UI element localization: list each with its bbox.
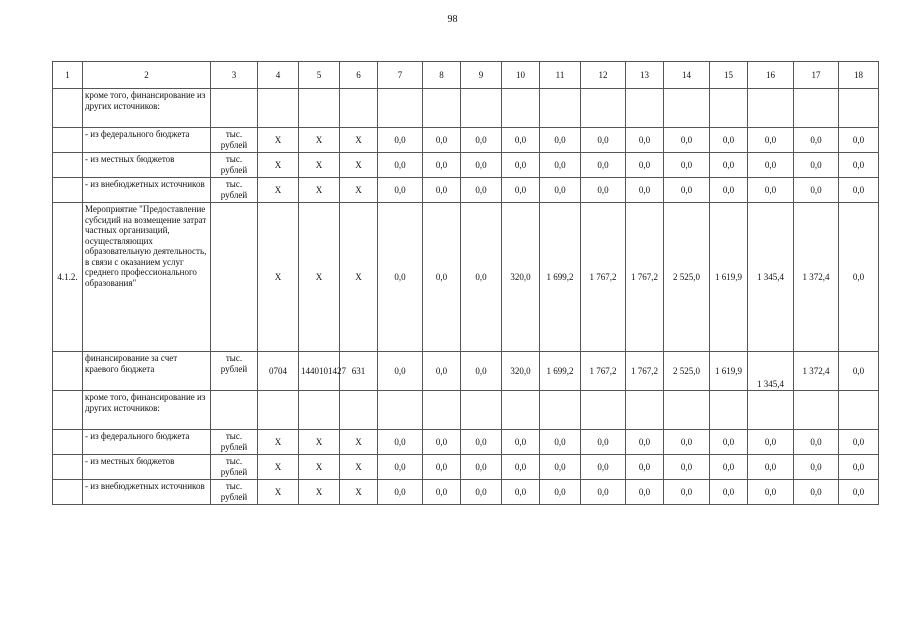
unit-cell: тыс. рублей — [211, 178, 258, 203]
number-cell — [53, 178, 83, 203]
header-cell: 5 — [299, 62, 340, 89]
value-cell: X — [340, 480, 378, 505]
unit-cell: тыс. рублей — [211, 480, 258, 505]
value-cell — [378, 391, 423, 430]
measure-value-cell: 1 619,9 — [710, 203, 748, 352]
value-cell: 0,0 — [626, 178, 664, 203]
value-cell: 0,0 — [794, 480, 839, 505]
number-cell — [53, 128, 83, 153]
value-cell — [710, 89, 748, 128]
bottom-federal-row — [53, 430, 879, 455]
measure-value-cell: X — [258, 203, 299, 352]
header-cell: 16 — [748, 62, 794, 89]
value-cell — [664, 89, 710, 128]
measure-row — [53, 203, 879, 352]
value-cell: X — [299, 153, 340, 178]
value-cell: 0,0 — [626, 128, 664, 153]
value-cell: 0,0 — [748, 153, 794, 178]
measure-number-cell: 4.1.2. — [53, 203, 83, 352]
financing-value-cell: 1 372,4 — [794, 352, 839, 391]
value-cell: 0,0 — [794, 178, 839, 203]
number-cell — [53, 352, 83, 391]
financing-value-cell: 320,0 — [502, 352, 540, 391]
value-cell: X — [258, 480, 299, 505]
value-cell: 0,0 — [748, 128, 794, 153]
value-cell — [258, 89, 299, 128]
value-cell: X — [258, 455, 299, 480]
value-cell: 0,0 — [794, 128, 839, 153]
value-cell: 0,0 — [423, 153, 461, 178]
header-cell: 8 — [423, 62, 461, 89]
measure-value-cell: 2 525,0 — [664, 203, 710, 352]
unit-cell: тыс. рублей — [211, 455, 258, 480]
value-cell: 0,0 — [710, 480, 748, 505]
value-cell — [664, 391, 710, 430]
header-cell: 18 — [839, 62, 879, 89]
header-cell: 4 — [258, 62, 299, 89]
header-row — [53, 62, 879, 89]
value-cell: 0,0 — [664, 480, 710, 505]
value-cell: 0,0 — [502, 178, 540, 203]
financing-value-cell: 1 767,2 — [581, 352, 626, 391]
header-cell: 15 — [710, 62, 748, 89]
number-cell — [53, 480, 83, 505]
header-cell: 3 — [211, 62, 258, 89]
value-cell: 0,0 — [839, 455, 879, 480]
measure-value-cell: 0,0 — [423, 203, 461, 352]
measure-value-cell: 1 767,2 — [581, 203, 626, 352]
value-cell: 0,0 — [540, 128, 581, 153]
value-cell: 0,0 — [461, 480, 502, 505]
value-cell: 0,0 — [461, 178, 502, 203]
unit-cell: тыс. рублей — [211, 153, 258, 178]
value-cell: 0,0 — [540, 178, 581, 203]
financing-row — [53, 352, 879, 391]
value-cell: 0,0 — [461, 153, 502, 178]
value-cell — [581, 89, 626, 128]
value-cell: 0,0 — [378, 430, 423, 455]
value-cell: 0,0 — [378, 480, 423, 505]
value-cell: 0,0 — [461, 128, 502, 153]
value-cell: X — [299, 455, 340, 480]
bottom-extrabudget-row — [53, 480, 879, 505]
value-cell: 0,0 — [664, 455, 710, 480]
value-cell — [211, 391, 258, 430]
header-cell: 2 — [83, 62, 211, 89]
financing-value-cell: 1 619,9 — [710, 352, 748, 391]
unit-cell: тыс. рублей — [211, 352, 258, 391]
header-cell: 12 — [581, 62, 626, 89]
value-cell: 0,0 — [839, 178, 879, 203]
value-cell: 0,0 — [581, 480, 626, 505]
value-cell: X — [258, 430, 299, 455]
value-cell: 0,0 — [581, 153, 626, 178]
value-cell: X — [340, 178, 378, 203]
value-cell: 0,0 — [581, 430, 626, 455]
value-cell: 0,0 — [839, 480, 879, 505]
value-cell: 0,0 — [748, 178, 794, 203]
value-cell: 0,0 — [664, 430, 710, 455]
value-cell: 0,0 — [839, 128, 879, 153]
number-cell — [53, 89, 83, 128]
unit-cell: тыс. рублей — [211, 430, 258, 455]
financing-value-cell: 1 767,2 — [626, 352, 664, 391]
value-cell — [581, 391, 626, 430]
value-cell: 0,0 — [748, 430, 794, 455]
header-cell: 11 — [540, 62, 581, 89]
value-cell — [626, 391, 664, 430]
header-cell: 17 — [794, 62, 839, 89]
value-cell: 0,0 — [423, 178, 461, 203]
value-cell: 0,0 — [378, 455, 423, 480]
value-cell: 0,0 — [794, 430, 839, 455]
value-cell: 0,0 — [794, 153, 839, 178]
header-cell: 13 — [626, 62, 664, 89]
number-cell — [53, 153, 83, 178]
measure-value-cell: 0,0 — [378, 203, 423, 352]
value-cell: 0,0 — [664, 153, 710, 178]
value-cell — [423, 391, 461, 430]
description-cell: кроме того, финансирование из других источников: — [83, 89, 211, 128]
measure-value-cell: 1 767,2 — [626, 203, 664, 352]
value-cell: 0,0 — [626, 153, 664, 178]
value-cell: 0,0 — [581, 128, 626, 153]
value-cell — [794, 89, 839, 128]
value-cell: 0,0 — [710, 178, 748, 203]
value-cell: 0,0 — [423, 430, 461, 455]
financing-value-cell: 1 345,4 — [748, 352, 794, 391]
financing-value-cell: 0704 — [258, 352, 299, 391]
value-cell: 0,0 — [378, 178, 423, 203]
top-extrabudget-row — [53, 178, 879, 203]
unit-cell — [211, 203, 258, 352]
value-cell: 0,0 — [423, 128, 461, 153]
measure-value-cell: 0,0 — [839, 203, 879, 352]
value-cell — [540, 89, 581, 128]
number-cell — [53, 455, 83, 480]
value-cell: X — [258, 128, 299, 153]
value-cell: X — [299, 178, 340, 203]
number-cell — [53, 430, 83, 455]
measure-title-cell: Мероприятие "Предоставление субсидий на возмещение затрат частных организаций, осуществляющих образовательную деятельность, в связи с оказанием услуг среднего профессионального образования" — [83, 203, 211, 352]
value-cell — [540, 391, 581, 430]
value-cell: X — [258, 153, 299, 178]
value-cell: 0,0 — [423, 455, 461, 480]
value-cell: 0,0 — [502, 153, 540, 178]
value-cell: 0,0 — [626, 430, 664, 455]
value-cell — [748, 89, 794, 128]
value-cell — [839, 391, 879, 430]
description-cell: - из внебюджетных источников — [83, 178, 211, 203]
header-cell: 7 — [378, 62, 423, 89]
value-cell: 0,0 — [423, 480, 461, 505]
value-cell — [340, 89, 378, 128]
value-cell: 0,0 — [710, 430, 748, 455]
financing-value-cell: 0,0 — [839, 352, 879, 391]
value-cell: 0,0 — [839, 153, 879, 178]
value-cell: 0,0 — [626, 480, 664, 505]
value-cell: 0,0 — [502, 480, 540, 505]
value-cell: X — [340, 430, 378, 455]
value-cell: 0,0 — [581, 455, 626, 480]
value-cell: 0,0 — [378, 128, 423, 153]
value-cell — [299, 89, 340, 128]
description-cell: - из местных бюджетов — [83, 153, 211, 178]
page-number: 98 — [447, 14, 458, 25]
value-cell — [710, 391, 748, 430]
top-federal-row — [53, 128, 879, 153]
measure-value-cell: 1 699,2 — [540, 203, 581, 352]
value-cell: 0,0 — [664, 178, 710, 203]
value-cell — [748, 391, 794, 430]
financing-value-cell: 0,0 — [423, 352, 461, 391]
value-cell: 0,0 — [748, 455, 794, 480]
value-cell: 0,0 — [540, 153, 581, 178]
header-cell: 6 — [340, 62, 378, 89]
value-cell: X — [340, 455, 378, 480]
description-cell: - из внебюджетных источников — [83, 480, 211, 505]
value-cell — [378, 89, 423, 128]
value-cell — [502, 391, 540, 430]
value-cell: 0,0 — [710, 128, 748, 153]
value-cell — [626, 89, 664, 128]
financing-value-cell: 631 — [340, 352, 378, 391]
value-cell: X — [299, 430, 340, 455]
value-cell: 0,0 — [710, 153, 748, 178]
top-other-sources-row — [53, 89, 879, 128]
financing-value-cell: 0,0 — [461, 352, 502, 391]
measure-value-cell: 1 345,4 — [748, 203, 794, 352]
value-cell — [461, 391, 502, 430]
financing-value-cell: 2 525,0 — [664, 352, 710, 391]
value-cell: 0,0 — [839, 430, 879, 455]
value-cell: 0,0 — [540, 480, 581, 505]
value-cell: 0,0 — [710, 455, 748, 480]
bottom-local-row — [53, 455, 879, 480]
value-cell: X — [258, 178, 299, 203]
value-cell: 0,0 — [626, 455, 664, 480]
number-cell — [53, 391, 83, 430]
budget-table — [52, 61, 879, 505]
value-cell: 0,0 — [794, 455, 839, 480]
header-cell: 10 — [502, 62, 540, 89]
value-cell — [299, 391, 340, 430]
value-cell: 0,0 — [664, 128, 710, 153]
value-cell: 0,0 — [461, 455, 502, 480]
value-cell: 0,0 — [748, 480, 794, 505]
value-cell — [461, 89, 502, 128]
header-cell: 9 — [461, 62, 502, 89]
value-cell: 0,0 — [502, 455, 540, 480]
value-cell: X — [299, 128, 340, 153]
value-cell — [794, 391, 839, 430]
measure-value-cell: X — [299, 203, 340, 352]
description-cell: - из местных бюджетов — [83, 455, 211, 480]
financing-value-cell: 1 699,2 — [540, 352, 581, 391]
value-cell: 0,0 — [581, 178, 626, 203]
description-cell: - из федерального бюджета — [83, 430, 211, 455]
value-cell: 0,0 — [461, 430, 502, 455]
top-local-row — [53, 153, 879, 178]
value-cell: 0,0 — [378, 153, 423, 178]
value-cell: 0,0 — [502, 128, 540, 153]
financing-label-cell: финансирование за счет краевого бюджета — [83, 352, 211, 391]
value-cell: X — [340, 128, 378, 153]
value-cell — [839, 89, 879, 128]
value-cell: 0,0 — [540, 430, 581, 455]
value-cell — [211, 89, 258, 128]
value-cell: X — [340, 153, 378, 178]
description-cell: кроме того, финансирование из других источников: — [83, 391, 211, 430]
value-cell: 0,0 — [540, 455, 581, 480]
measure-value-cell: 320,0 — [502, 203, 540, 352]
bottom-other-sources-row — [53, 391, 879, 430]
measure-value-cell: 0,0 — [461, 203, 502, 352]
value-cell — [340, 391, 378, 430]
value-cell — [258, 391, 299, 430]
financing-value-cell: 1440101427 — [299, 352, 340, 391]
header-cell: 1 — [53, 62, 83, 89]
financing-value-cell: 0,0 — [378, 352, 423, 391]
unit-cell: тыс. рублей — [211, 128, 258, 153]
value-cell — [502, 89, 540, 128]
value-cell — [423, 89, 461, 128]
measure-value-cell: X — [340, 203, 378, 352]
description-cell: - из федерального бюджета — [83, 128, 211, 153]
measure-value-cell: 1 372,4 — [794, 203, 839, 352]
value-cell: 0,0 — [502, 430, 540, 455]
value-cell: X — [299, 480, 340, 505]
header-cell: 14 — [664, 62, 710, 89]
